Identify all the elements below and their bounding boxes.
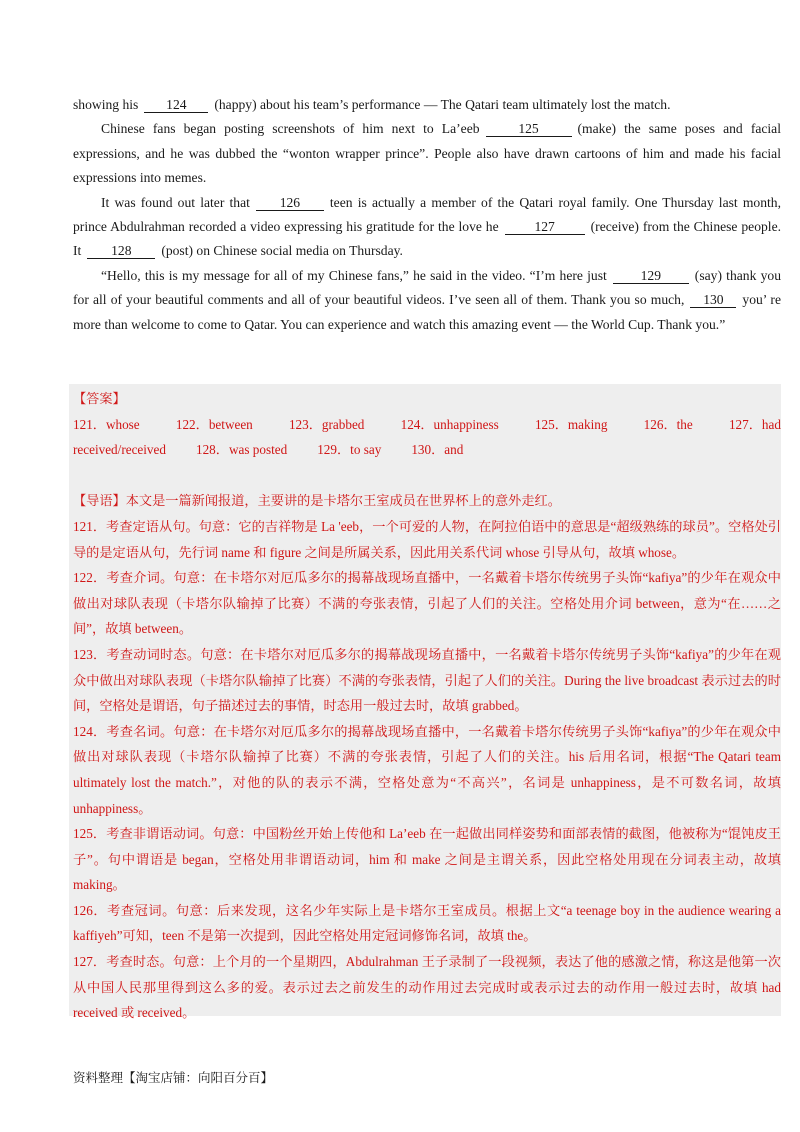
answer-127-continued: received/received: [73, 442, 166, 458]
explanation-intro: 【导语】本文是一篇新闻报道，主要讲的是卡塔尔王室成员在世界杯上的意外走红。: [73, 493, 561, 509]
passage-text: (receive) from the Chinese people. It: [73, 219, 782, 259]
blank-127: 127: [505, 220, 585, 235]
answer-row-2: [73, 437, 781, 463]
explanation-125: 125．考查非谓语动词。句意：中国粉丝开始上传他和 La’eeb 在一起做出同样姿势和面部表情的截图，他被称为“馄饨皮王子”。句中谓语是 began，空格处用非谓语动词，him 和 make 之间是主谓关系，因此空格处用现在分词表主动，故填 making。: [73, 826, 781, 893]
explanation-126: 126．考查冠词。句意：后来发现，这名少年实际上是卡塔尔王室成员。根据上文“a teenage boy in the audience wearing a kaffiyeh”可知，teen 不是第一次提到，因此空格处用定冠词修饰名词，故填 the。: [73, 902, 781, 944]
blank-128: 128: [87, 244, 155, 259]
passage-text: showing his: [73, 97, 139, 112]
explanation-124: 124．考查名词。句意：在卡塔尔对厄瓜多尔的揭幕战现场直播中，一名戴着卡塔尔传统男子头饰“kafiya”的少年在观众中做出对球队表现（卡塔尔队输掉了比赛）不满的夸张表情，引起了人们的关注。his 后用名词，根据“The Qatari team ultimately lost the match.”，对他的队的表示不满，空格处意为“不高兴”，名词是 unhappiness，是不可数名词，故填 unhappiness。: [73, 723, 781, 816]
answer-125: 125．making: [534, 416, 608, 432]
answer-127: 127．had: [728, 416, 781, 432]
answer-header: 【答案】: [73, 391, 126, 406]
passage-text: Chinese fans began posting screenshots of him next to La’eeb: [101, 121, 480, 137]
blank-124: 124: [144, 98, 208, 113]
passage-text: (happy) about his team’s performance — The Qatari team ultimately lost the match.: [214, 97, 671, 112]
passage-text: It was found out later that: [101, 194, 250, 210]
answer-129: 129．to say: [317, 442, 382, 458]
blank-129: 129: [613, 269, 689, 284]
spacer: [73, 463, 781, 489]
passage-text: you’ re more than welcome to come to Qatar. You can experience and watch this amazing event — the World Cup. Thank you.”: [73, 292, 781, 332]
passage-text: (post) on Chinese social media on Thursday.: [161, 243, 403, 259]
explanation-121: 121．考查定语从句。句意：它的吉祥物是 La 'eeb，一个可爱的人物，在阿拉伯语中的意思是“超级熟练的球员”。空格处引导的是定语从句，先行词 name 和 figure 之间是所属关系，因此用关系代词 whose 引导从句，故填 whose。: [73, 518, 781, 560]
answer-122: 122．between: [175, 416, 253, 432]
answer-130: 130．and: [411, 442, 464, 458]
answer-section: [73, 386, 781, 1026]
passage-paragraph-2: [73, 117, 781, 190]
blank-130: 130: [690, 293, 736, 308]
answer-row-1: [73, 412, 781, 438]
answer-123: 123．grabbed: [288, 416, 365, 432]
passage-text: “Hello, this is my message for all of my Chinese fans,” he said in the video. “I’m here just: [101, 267, 607, 283]
answer-128: 128．was posted: [195, 442, 288, 458]
explanation-127: 127．考查时态。句意：上个月的一个星期四，Abdulrahman 王子录制了一段视频，表达了他的感激之情，称这是他第一次从中国人民那里得到这么多的爱。表示过去之前发生的动作用过去完成时或表示过去的动作用一般过去时，故填 had received 或 received。: [73, 954, 781, 1021]
answer-126: 126．the: [643, 416, 693, 432]
reading-passage: [73, 93, 781, 337]
passage-paragraph-1: [73, 93, 781, 117]
explanation-123: 123．考查动词时态。句意：在卡塔尔对厄瓜多尔的揭幕战现场直播中，一名戴着卡塔尔传统男子头饰“kafiya”的少年在观众中做出对球队表现（卡塔尔队输掉了比赛）不满的夸张表情，引起了人们的关注。During the live broadcast 表示过去的时间，空格处是谓语，句子描述过去的事情，时态用一般过去时，故填 grabbed。: [73, 646, 781, 714]
blank-125: 125: [486, 122, 572, 137]
answer-124: 124．unhappiness: [400, 416, 499, 432]
page-footer: 资料整理【淘宝店铺：向阳百分百】: [73, 1070, 274, 1085]
explanation-122: 122．考查介词。句意：在卡塔尔对厄瓜多尔的揭幕战现场直播中，一名戴着卡塔尔传统男子头饰“kafiya”的少年在观众中做出对球队表现（卡塔尔队输掉了比赛）不满的夸张表情，引起了人们的关注。空格处用介词 between，意为“在……之间”，故填 between。: [73, 570, 781, 637]
passage-paragraph-3: [73, 191, 781, 264]
blank-126: 126: [256, 196, 324, 211]
passage-text: (make) the same poses and facial expressions, and he was dubbed the “wonton wrapper prince”. People also have drawn cartoons of him and made his facial expressions into memes.: [73, 121, 781, 186]
answer-121: 121．whose: [73, 416, 140, 432]
passage-text: (say) thank you for all of your beautiful comments and all of your beautiful videos. I’ve seen all of them. Thank you so much,: [73, 267, 781, 308]
passage-text: teen is actually a member of the Qatari royal family. One Thursday last month, prince Abdulrahman recorded a video expressing his gratitude for the love he: [73, 194, 781, 235]
passage-paragraph-4: [73, 264, 781, 337]
